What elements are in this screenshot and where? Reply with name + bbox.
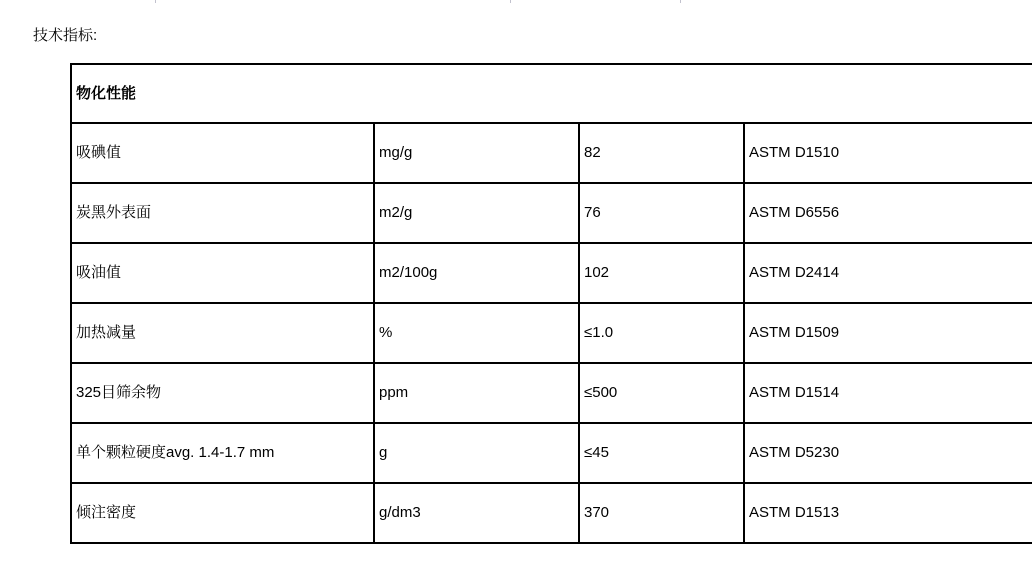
value-cell: 76 <box>579 183 744 243</box>
cutoff-table-border-tick <box>680 0 681 3</box>
value-cell: ≤500 <box>579 363 744 423</box>
property-cell: 325目筛余物 <box>71 363 374 423</box>
value-cell: ≤45 <box>579 423 744 483</box>
standard-cell: ASTM D6556 <box>744 183 1032 243</box>
table-section-header: 物化性能 <box>71 64 1032 123</box>
unit-cell: g <box>374 423 579 483</box>
property-cell: 加热减量 <box>71 303 374 363</box>
property-cell: 倾注密度 <box>71 483 374 543</box>
standard-cell: ASTM D1513 <box>744 483 1032 543</box>
table-row <box>71 123 1032 183</box>
unit-cell: g/dm3 <box>374 483 579 543</box>
unit-cell: m2/g <box>374 183 579 243</box>
table-row <box>71 243 1032 303</box>
value-cell: 102 <box>579 243 744 303</box>
standard-cell: ASTM D1509 <box>744 303 1032 363</box>
standard-cell: ASTM D1514 <box>744 363 1032 423</box>
unit-cell: m2/100g <box>374 243 579 303</box>
unit-cell: ppm <box>374 363 579 423</box>
table-row <box>71 423 1032 483</box>
property-cell: 单个颗粒硬度avg. 1.4-1.7 mm <box>71 423 374 483</box>
value-cell: ≤1.0 <box>579 303 744 363</box>
property-cell: 吸碘值 <box>71 123 374 183</box>
unit-cell: % <box>374 303 579 363</box>
property-cell: 炭黑外表面 <box>71 183 374 243</box>
unit-cell: mg/g <box>374 123 579 183</box>
standard-cell: ASTM D2414 <box>744 243 1032 303</box>
spec-table <box>70 63 1032 544</box>
value-cell: 82 <box>579 123 744 183</box>
value-cell: 370 <box>579 483 744 543</box>
page-title: 技术指标: <box>33 27 98 44</box>
table-row <box>71 303 1032 363</box>
standard-cell: ASTM D5230 <box>744 423 1032 483</box>
cutoff-table-border-tick <box>155 0 156 3</box>
table-header-row <box>71 64 1032 123</box>
table-row <box>71 183 1032 243</box>
standard-cell: ASTM D1510 <box>744 123 1032 183</box>
table-row <box>71 363 1032 423</box>
cutoff-table-border-tick <box>510 0 511 3</box>
table-row <box>71 483 1032 543</box>
property-cell: 吸油值 <box>71 243 374 303</box>
